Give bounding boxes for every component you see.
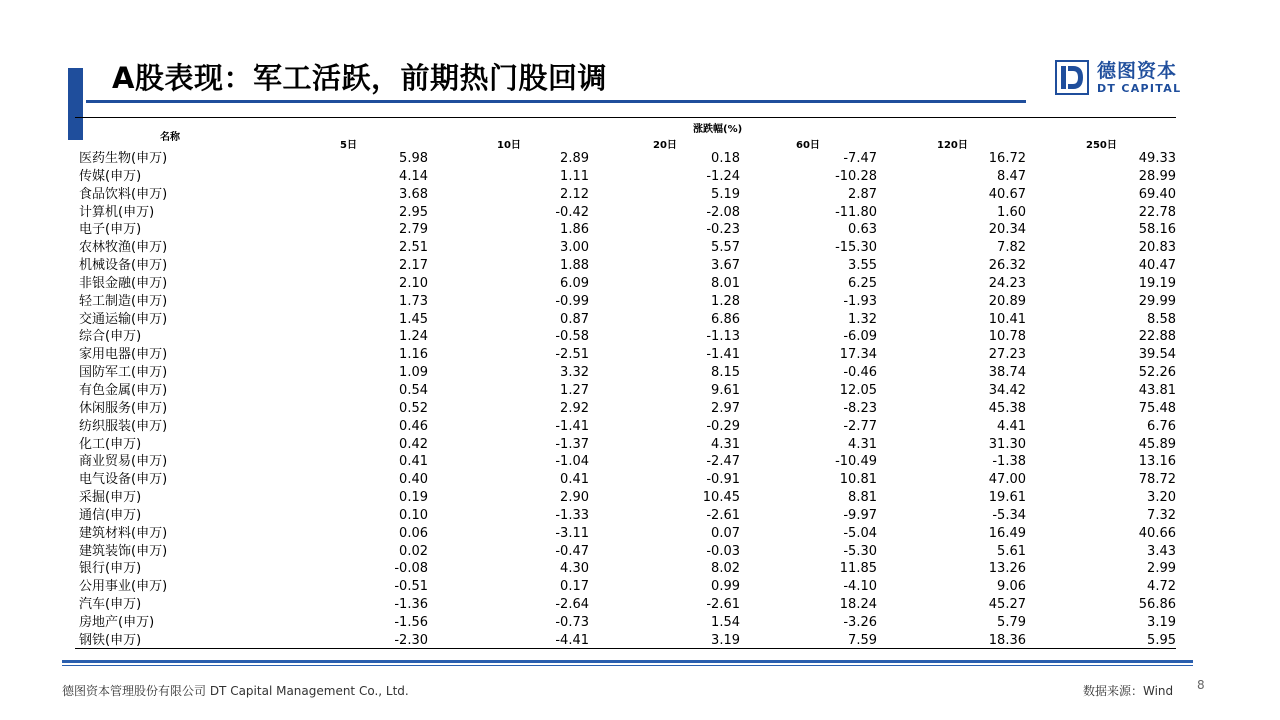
change-value-cell: 1.28 [711,293,740,309]
industry-name-cell: 采掘(申万) [79,490,142,506]
change-value-cell: 1.16 [399,347,428,363]
change-value-cell: 4.31 [711,436,740,452]
change-value-cell: -0.91 [706,472,740,488]
change-value-cell: 4.30 [560,561,589,577]
change-value-cell: 1.60 [997,204,1026,220]
change-value-cell: 20.89 [988,293,1026,309]
industry-name-cell: 机械设备(申万) [79,258,168,274]
table-row [75,453,1176,471]
change-value-cell: 78.72 [1138,472,1176,488]
change-value-cell: 0.99 [711,579,740,595]
change-value-cell: 19.61 [988,490,1026,506]
change-value-cell: 1.45 [399,311,428,327]
change-value-cell: 10.45 [702,490,740,506]
change-value-cell: 4.31 [848,436,877,452]
change-value-cell: -5.34 [992,507,1026,523]
table-row [75,632,1176,650]
change-value-cell: 3.68 [399,186,428,202]
industry-name-cell: 非银金融(申万) [79,275,168,291]
change-value-cell: 38.74 [988,365,1026,381]
column-header-120d: 120日 [937,140,968,151]
change-value-cell: -0.23 [706,222,740,238]
industry-name-cell: 有色金属(申万) [79,382,168,398]
slide-title: A股表现：军工活跃，前期热门股回调 [112,61,607,95]
change-value-cell: -2.47 [706,454,740,470]
column-header-20d: 20日 [653,140,677,151]
change-value-cell: 31.30 [988,436,1026,452]
change-value-cell: -0.47 [555,543,589,559]
change-value-cell: 2.95 [399,204,428,220]
table-row [75,311,1176,329]
change-value-cell: 12.05 [839,382,877,398]
change-value-cell: 24.23 [988,275,1026,291]
change-value-cell: 1.54 [711,614,740,630]
industry-name-cell: 休闲服务(申万) [79,400,168,416]
change-value-cell: 16.49 [988,525,1026,541]
table-row [75,560,1176,578]
change-value-cell: -3.26 [843,614,877,630]
change-value-cell: 20.83 [1138,240,1176,256]
change-value-cell: 5.98 [399,151,428,166]
change-value-cell: 8.01 [711,275,740,291]
industry-name-cell: 家用电器(申万) [79,347,168,363]
change-value-cell: -2.77 [843,418,877,434]
change-value-cell: 3.19 [1147,614,1176,630]
change-value-cell: -0.51 [394,579,428,595]
column-header-5d: 5日 [340,140,357,151]
industry-name-cell: 商业贸易(申万) [79,454,168,470]
change-value-cell: 45.38 [988,400,1026,416]
change-value-cell: 45.27 [988,597,1026,613]
change-value-cell: -1.36 [394,597,428,613]
change-value-cell: 18.36 [988,632,1026,648]
change-value-cell: -1.93 [843,293,877,309]
change-value-cell: 5.79 [997,614,1026,630]
industry-name-cell: 电气设备(申万) [79,472,168,488]
industry-name-cell: 电子(申万) [79,222,142,238]
column-header-60d: 60日 [796,140,820,151]
change-value-cell: 75.48 [1138,400,1176,416]
table-row [75,418,1176,436]
table-row [75,346,1176,364]
table-row [75,239,1176,257]
table-row [75,471,1176,489]
change-value-cell: 5.57 [711,240,740,256]
table-row [75,614,1176,632]
table-row [75,400,1176,418]
change-value-cell: 1.09 [399,365,428,381]
change-value-cell: 2.97 [711,400,740,416]
logo-text-cn: 德图资本 [1097,60,1178,82]
change-value-cell: 3.19 [711,632,740,648]
change-value-cell: -2.08 [706,204,740,220]
industry-name-cell: 汽车(申万) [79,597,142,613]
industry-name-cell: 医药生物(申万) [79,151,168,166]
change-value-cell: 45.89 [1138,436,1176,452]
change-value-cell: 6.76 [1147,418,1176,434]
change-value-cell: -1.33 [555,507,589,523]
table-row [75,382,1176,400]
industry-name-cell: 钢铁(申万) [79,632,142,648]
change-value-cell: -0.46 [843,365,877,381]
title-underline [86,100,1026,103]
change-value-cell: 10.81 [839,472,877,488]
table-row [75,436,1176,454]
change-value-cell: 20.34 [988,222,1026,238]
change-value-cell: 0.46 [399,418,428,434]
change-value-cell: 4.72 [1147,579,1176,595]
industry-name-cell: 计算机(申万) [79,204,155,220]
change-value-cell: 13.26 [988,561,1026,577]
change-value-cell: 4.41 [997,418,1026,434]
change-value-cell: 1.73 [399,293,428,309]
change-value-cell: 2.79 [399,222,428,238]
change-value-cell: 29.99 [1138,293,1176,309]
change-value-cell: 8.58 [1147,311,1176,327]
table-top-rule [75,117,1176,118]
change-value-cell: 0.02 [399,543,428,559]
change-value-cell: 27.23 [988,347,1026,363]
column-header-10d: 10日 [497,140,521,151]
change-value-cell: -0.08 [394,561,428,577]
change-value-cell: 13.16 [1138,454,1176,470]
industry-name-cell: 通信(申万) [79,507,142,523]
change-value-cell: -1.41 [706,347,740,363]
change-value-cell: 28.99 [1138,168,1176,184]
change-value-cell: 49.33 [1138,151,1176,166]
industry-name-cell: 交通运输(申万) [79,311,168,327]
industry-name-cell: 纺织服装(申万) [79,418,168,434]
change-value-cell: 4.14 [399,168,428,184]
change-value-cell: 8.47 [997,168,1026,184]
industry-name-cell: 建筑材料(申万) [79,525,168,541]
change-value-cell: 0.18 [711,151,740,166]
change-value-cell: 56.86 [1138,597,1176,613]
table-row [75,364,1176,382]
change-value-cell: -3.11 [555,525,589,541]
industry-name-cell: 综合(申万) [79,329,142,345]
change-value-cell: -4.41 [555,632,589,648]
change-value-cell: 39.54 [1138,347,1176,363]
logo-text-en: DT CAPITAL [1097,82,1182,95]
change-value-cell: -1.56 [394,614,428,630]
change-value-cell: -1.24 [706,168,740,184]
change-group-header: 涨跌幅(%) [693,124,743,135]
change-value-cell: 9.06 [997,579,1026,595]
change-value-cell: -9.97 [843,507,877,523]
change-value-cell: 3.43 [1147,543,1176,559]
change-value-cell: 0.07 [711,525,740,541]
change-value-cell: 6.86 [711,311,740,327]
footer-company-name: 德图资本管理股份有限公司 DT Capital Management Co., Ltd. [62,684,409,698]
change-value-cell: -5.04 [843,525,877,541]
change-value-cell: 8.81 [848,490,877,506]
change-value-cell: 10.41 [988,311,1026,327]
change-value-cell: -8.23 [843,400,877,416]
change-value-cell: 6.25 [848,275,877,291]
change-value-cell: 0.41 [560,472,589,488]
industry-name-cell: 食品饮料(申万) [79,186,168,202]
change-value-cell: -10.49 [835,454,877,470]
industry-name-cell: 国防军工(申万) [79,365,168,381]
change-value-cell: 2.92 [560,400,589,416]
change-value-cell: 22.78 [1138,204,1176,220]
table-row [75,489,1176,507]
change-value-cell: 3.32 [560,365,589,381]
change-value-cell: -4.10 [843,579,877,595]
change-value-cell: 5.19 [711,186,740,202]
change-value-cell: 52.26 [1138,365,1176,381]
footer-data-source: 数据来源：Wind [1083,684,1174,698]
change-value-cell: 2.89 [560,151,589,166]
change-value-cell: 40.47 [1138,258,1176,274]
change-value-cell: -0.58 [555,329,589,345]
change-value-cell: -2.51 [555,347,589,363]
change-value-cell: -7.47 [843,151,877,166]
change-value-cell: 0.41 [399,454,428,470]
change-value-cell: 2.51 [399,240,428,256]
change-value-cell: 26.32 [988,258,1026,274]
change-value-cell: 0.10 [399,507,428,523]
table-row [75,275,1176,293]
change-value-cell: -2.61 [706,597,740,613]
table-row [75,328,1176,346]
change-value-cell: 3.55 [848,258,877,274]
change-value-cell: 0.63 [848,222,877,238]
change-value-cell: 3.20 [1147,490,1176,506]
change-value-cell: 0.52 [399,400,428,416]
change-value-cell: -2.61 [706,507,740,523]
table-row [75,221,1176,239]
change-value-cell: 3.00 [560,240,589,256]
industry-name-cell: 农林牧渔(申万) [79,240,168,256]
change-value-cell: -11.80 [835,204,877,220]
column-header-250d: 250日 [1086,140,1117,151]
change-value-cell: 0.17 [560,579,589,595]
change-value-cell: 7.82 [997,240,1026,256]
industry-name-cell: 化工(申万) [79,436,142,452]
change-value-cell: 2.10 [399,275,428,291]
industry-name-cell: 房地产(申万) [79,614,155,630]
page-number: 8 [1197,678,1205,692]
change-value-cell: 10.78 [988,329,1026,345]
change-value-cell: -6.09 [843,329,877,345]
change-value-cell: 1.24 [399,329,428,345]
change-value-cell: -2.64 [555,597,589,613]
change-value-cell: 0.87 [560,311,589,327]
change-value-cell: -0.73 [555,614,589,630]
change-value-cell: 5.95 [1147,632,1176,648]
change-value-cell: 0.06 [399,525,428,541]
title-accent-bar [68,68,83,140]
change-value-cell: -10.28 [835,168,877,184]
table-row [75,293,1176,311]
change-value-cell: 1.86 [560,222,589,238]
name-column-header: 名称 [160,132,180,143]
change-value-cell: 2.90 [560,490,589,506]
change-value-cell: 34.42 [988,382,1026,398]
change-value-cell: 0.42 [399,436,428,452]
change-value-cell: -0.42 [555,204,589,220]
table-row [75,507,1176,525]
change-value-cell: 47.00 [988,472,1026,488]
table-row [75,525,1176,543]
change-value-cell: 22.88 [1138,329,1176,345]
change-value-cell: 7.59 [848,632,877,648]
change-value-cell: -5.30 [843,543,877,559]
industry-name-cell: 传媒(申万) [79,168,142,184]
change-value-cell: 0.19 [399,490,428,506]
company-logo [1055,60,1185,98]
industry-table-body [75,150,1176,650]
change-value-cell: -2.30 [394,632,428,648]
change-value-cell: 1.88 [560,258,589,274]
change-value-cell: 9.61 [711,382,740,398]
change-value-cell: 40.66 [1138,525,1176,541]
footer-rule-thick [62,660,1193,663]
change-value-cell: 40.67 [988,186,1026,202]
change-value-cell: 58.16 [1138,222,1176,238]
footer-rule-thin [62,665,1193,666]
industry-name-cell: 建筑装饰(申万) [79,543,168,559]
change-value-cell: 11.85 [839,561,877,577]
change-value-cell: 18.24 [839,597,877,613]
change-value-cell: 2.99 [1147,561,1176,577]
table-row [75,186,1176,204]
table-row [75,204,1176,222]
change-value-cell: -1.41 [555,418,589,434]
change-value-cell: 2.17 [399,258,428,274]
change-value-cell: 1.32 [848,311,877,327]
change-value-cell: 6.09 [560,275,589,291]
change-value-cell: 8.02 [711,561,740,577]
table-row [75,257,1176,275]
change-value-cell: 16.72 [988,151,1026,166]
change-value-cell: 2.12 [560,186,589,202]
change-value-cell: 8.15 [711,365,740,381]
change-value-cell: -0.29 [706,418,740,434]
change-value-cell: 2.87 [848,186,877,202]
table-row [75,150,1176,168]
change-value-cell: 17.34 [839,347,877,363]
table-row [75,543,1176,561]
table-row [75,596,1176,614]
change-value-cell: -1.04 [555,454,589,470]
change-value-cell: 7.32 [1147,507,1176,523]
change-value-cell: 43.81 [1138,382,1176,398]
change-value-cell: 1.27 [560,382,589,398]
industry-name-cell: 银行(申万) [79,561,142,577]
change-value-cell: -0.99 [555,293,589,309]
change-value-cell: -1.38 [992,454,1026,470]
table-row [75,578,1176,596]
change-value-cell: 5.61 [997,543,1026,559]
change-value-cell: -15.30 [835,240,877,256]
change-value-cell: -1.37 [555,436,589,452]
change-value-cell: 1.11 [560,168,589,184]
change-value-cell: 19.19 [1138,275,1176,291]
change-value-cell: -0.03 [706,543,740,559]
change-value-cell: 3.67 [711,258,740,274]
change-value-cell: -1.13 [706,329,740,345]
industry-name-cell: 轻工制造(申万) [79,293,168,309]
table-row [75,168,1176,186]
change-value-cell: 69.40 [1138,186,1176,202]
logo-mark-icon [1055,60,1089,95]
change-value-cell: 0.40 [399,472,428,488]
change-value-cell: 0.54 [399,382,428,398]
industry-name-cell: 公用事业(申万) [79,579,168,595]
table-bottom-rule [75,648,1176,649]
